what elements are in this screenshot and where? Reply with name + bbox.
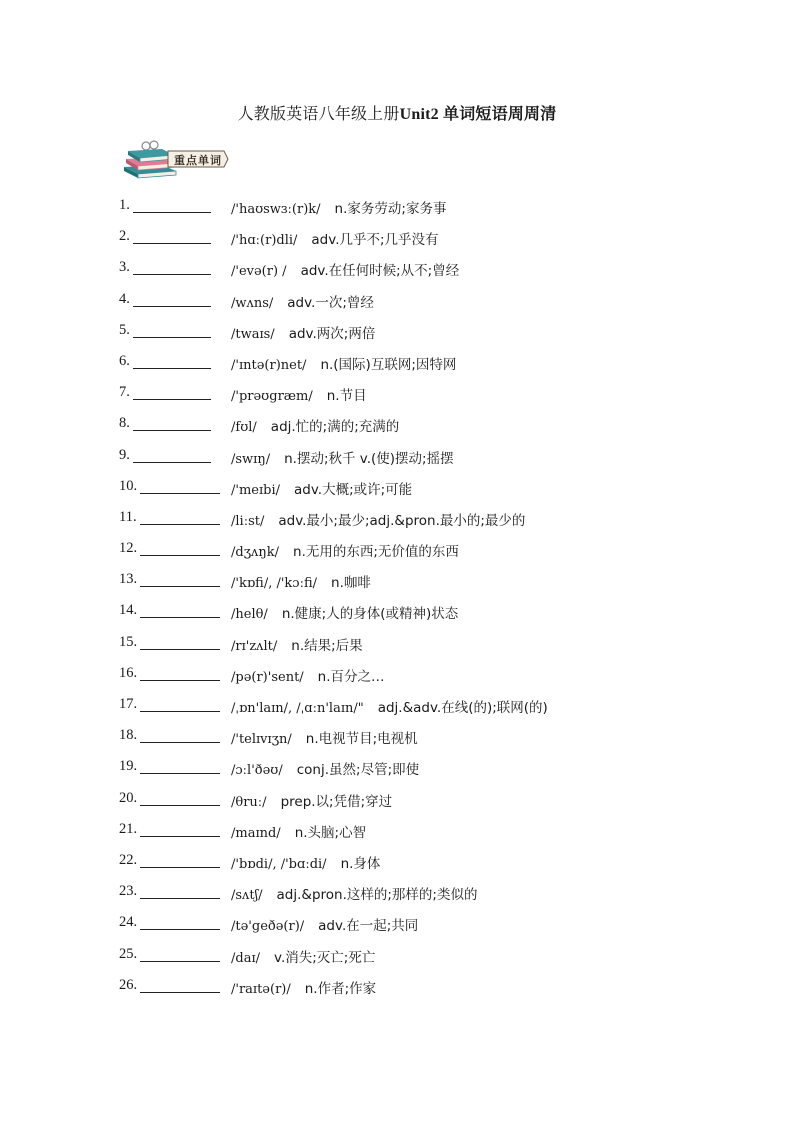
phonetic: /'raɪtə(r)/ — [231, 981, 291, 997]
vocab-number: 4. — [119, 290, 130, 307]
answer-blank[interactable] — [140, 727, 220, 743]
definition: adj.&adv.在线(的);联网(的) — [377, 700, 548, 716]
answer-blank[interactable] — [133, 353, 211, 369]
vocab-entry — [231, 478, 412, 499]
vocab-number: 5. — [119, 321, 130, 338]
vocab-row — [119, 754, 759, 785]
phonetic: /'evə(r) / — [231, 264, 287, 280]
definition: adv.一次;曾经 — [287, 294, 374, 311]
vocab-list — [119, 193, 759, 1004]
definition: n.家务劳动;家务事 — [334, 201, 447, 217]
definition: n.(国际)互联网;因特网 — [320, 356, 457, 373]
vocab-number: 10. — [119, 477, 138, 494]
vocab-number: 9. — [119, 446, 130, 463]
phonetic: /'meɪbi/ — [231, 482, 280, 498]
phonetic: /'bɒdi/, /'bɑːdi/ — [231, 856, 327, 872]
vocab-entry — [231, 790, 392, 811]
vocab-number: 17. — [119, 696, 138, 712]
vocab-entry — [231, 821, 366, 842]
vocab-entry — [231, 322, 375, 343]
phonetic: /sʌtʃ/ — [231, 888, 263, 904]
vocab-entry — [231, 415, 399, 436]
definition: conj.虽然;尽管;即使 — [296, 762, 420, 779]
phonetic: /wʌns/ — [231, 295, 274, 311]
vocab-row — [119, 255, 759, 286]
answer-blank[interactable] — [133, 259, 211, 275]
answer-blank[interactable] — [140, 977, 220, 993]
definition: n.身体 — [340, 855, 381, 872]
vocab-number: 19. — [119, 758, 138, 775]
vocab-row — [119, 411, 759, 442]
answer-blank[interactable] — [140, 852, 220, 868]
answer-blank[interactable] — [140, 540, 220, 556]
vocab-row — [119, 380, 759, 411]
phonetic: /swɪŋ/ — [231, 451, 271, 467]
phonetic: /ˌɒn'laɪn/, /ˌɑːn'laɪn/" — [231, 701, 364, 716]
vocab-entry — [231, 447, 454, 468]
vocab-row — [119, 973, 759, 1004]
vocab-row — [119, 692, 759, 723]
vocab-entry — [231, 634, 363, 655]
vocab-number: 6. — [119, 352, 130, 369]
definition: n.结果;后果 — [291, 637, 363, 654]
answer-blank[interactable] — [140, 914, 220, 930]
vocab-entry — [231, 665, 385, 686]
definition: adv.最小;最少;adj.&pron.最小的;最少的 — [278, 512, 526, 529]
phonetic: /helθ/ — [231, 607, 268, 623]
definition: n.作者;作家 — [304, 980, 377, 997]
vocab-row — [119, 505, 759, 536]
definition: adv.在一起;共同 — [318, 918, 419, 935]
vocab-entry — [231, 540, 459, 561]
phonetic: /rɪ'zʌlt/ — [231, 638, 278, 654]
vocab-number: 21. — [119, 820, 138, 837]
answer-blank[interactable] — [140, 758, 220, 774]
vocab-entry — [231, 509, 525, 530]
answer-blank[interactable] — [140, 946, 220, 962]
vocab-row — [119, 879, 759, 910]
answer-blank[interactable] — [133, 322, 211, 338]
definition: n.百分之… — [317, 668, 385, 685]
vocab-entry — [231, 977, 376, 998]
vocab-number: 12. — [119, 540, 138, 557]
vocab-entry — [231, 602, 458, 623]
vocab-entry — [231, 914, 418, 935]
vocab-number: 22. — [119, 851, 138, 868]
answer-blank[interactable] — [140, 883, 220, 899]
vocab-entry — [231, 852, 380, 873]
answer-blank[interactable] — [133, 415, 211, 431]
phonetic: /'prəʊgræm/ — [231, 389, 313, 405]
vocab-row — [119, 848, 759, 879]
vocab-number: 2. — [119, 228, 130, 245]
vocab-number: 15. — [119, 633, 138, 650]
vocab-entry — [231, 758, 419, 779]
definition: adv.在任何时候;从不;曾经 — [300, 263, 460, 280]
phonetic: /'kɒfi/, /'kɔːfi/ — [231, 576, 318, 592]
vocab-row — [119, 318, 759, 349]
definition: n.头脑;心智 — [294, 824, 367, 841]
vocab-number: 3. — [119, 259, 130, 276]
phonetic: /'hɑː(r)dli/ — [231, 233, 298, 249]
definition: n.节目 — [326, 388, 367, 405]
vocab-number: 20. — [119, 789, 138, 806]
phonetic: /twaɪs/ — [231, 326, 275, 342]
phonetic: /pə(r)'sent/ — [231, 669, 304, 685]
definition: prep.以;凭借;穿过 — [280, 793, 393, 810]
title-bold: Unit2 单词短语周周清 — [399, 106, 557, 123]
phonetic: /'telɪvɪʒn/ — [231, 732, 292, 748]
vocab-row — [119, 817, 759, 848]
vocab-row — [119, 786, 759, 817]
vocab-row — [119, 349, 759, 380]
vocab-row — [119, 942, 759, 973]
definition: n.健康;人的身体(或精神)状态 — [281, 606, 459, 623]
vocab-row — [119, 443, 759, 474]
vocab-row — [119, 224, 759, 255]
phonetic: /'haʊswɜː(r)k/ — [231, 202, 321, 217]
vocab-entry — [231, 259, 459, 280]
phonetic: /liːst/ — [231, 513, 265, 529]
vocab-entry — [231, 571, 371, 592]
vocab-row — [119, 661, 759, 692]
section-badge — [118, 137, 230, 181]
vocab-number: 8. — [119, 415, 130, 432]
vocab-number: 13. — [119, 571, 138, 588]
vocab-row — [119, 598, 759, 629]
answer-blank[interactable] — [140, 696, 220, 712]
phonetic: /ɔːl'ðəʊ/ — [231, 763, 283, 779]
answer-blank[interactable] — [133, 197, 211, 213]
answer-blank[interactable] — [140, 790, 220, 806]
vocab-row — [119, 287, 759, 318]
phonetic: /dʒʌŋk/ — [231, 545, 280, 561]
phonetic: /θruː/ — [231, 794, 267, 810]
vocab-entry — [231, 696, 548, 717]
phonetic: /tə'geðə(r)/ — [231, 919, 305, 935]
answer-blank[interactable] — [133, 447, 211, 463]
phonetic: /daɪ/ — [231, 950, 260, 966]
vocab-number: 16. — [119, 664, 138, 681]
phonetic: /'ɪntə(r)net/ — [231, 357, 307, 373]
answer-blank[interactable] — [140, 571, 220, 587]
answer-blank[interactable] — [140, 634, 220, 650]
vocab-row — [119, 567, 759, 598]
vocab-entry — [231, 228, 439, 249]
vocab-entry — [231, 727, 418, 748]
phonetic: /maɪnd/ — [231, 825, 281, 841]
vocab-number: 26. — [119, 976, 138, 993]
vocab-number: 24. — [119, 914, 138, 931]
vocab-row — [119, 193, 759, 224]
vocab-row — [119, 474, 759, 505]
definition: adj.忙的;满的;充满的 — [270, 419, 400, 436]
vocab-entry — [231, 353, 456, 374]
definition: n.摆动;秋千 v.(使)摆动;摇摆 — [284, 450, 454, 467]
definition: adv.几乎不;几乎没有 — [311, 232, 439, 249]
vocab-number: 23. — [119, 883, 138, 900]
vocab-row — [119, 723, 759, 754]
vocab-number: 18. — [119, 727, 138, 744]
definition: n.电视节目;电视机 — [305, 731, 418, 748]
answer-blank[interactable] — [140, 665, 220, 681]
title-regular: 人教版英语八年级上册 — [237, 106, 400, 123]
vocab-row — [119, 910, 759, 941]
vocab-entry — [231, 291, 374, 312]
answer-blank[interactable] — [140, 478, 220, 494]
answer-blank[interactable] — [133, 291, 211, 307]
vocab-row — [119, 536, 759, 567]
answer-blank[interactable] — [133, 228, 211, 244]
definition: n.咖啡 — [331, 575, 371, 592]
vocab-entry — [231, 883, 477, 904]
page-title — [0, 101, 794, 124]
answer-blank[interactable] — [140, 602, 220, 618]
vocab-number: 14. — [119, 602, 138, 619]
vocab-number: 1. — [119, 197, 130, 213]
vocab-number: 11. — [119, 508, 137, 525]
definition: n.无用的东西;无价值的东西 — [293, 544, 459, 561]
vocab-number: 7. — [119, 384, 130, 401]
definition: adj.&pron.这样的;那样的;类似的 — [276, 887, 478, 904]
answer-blank[interactable] — [133, 384, 211, 400]
definition: v.消失;灭亡;死亡 — [274, 949, 376, 966]
section-badge-label: 重点单词 — [174, 154, 222, 167]
phonetic: /fʊl/ — [231, 420, 257, 436]
definition: adv.两次;两倍 — [288, 325, 376, 342]
definition: adv.大概;或许;可能 — [294, 481, 413, 498]
vocab-row — [119, 630, 759, 661]
answer-blank[interactable] — [140, 821, 220, 837]
vocab-entry — [231, 946, 375, 967]
vocab-number: 25. — [119, 945, 138, 962]
vocab-entry — [231, 197, 446, 218]
answer-blank[interactable] — [140, 509, 220, 525]
vocab-entry — [231, 384, 367, 405]
